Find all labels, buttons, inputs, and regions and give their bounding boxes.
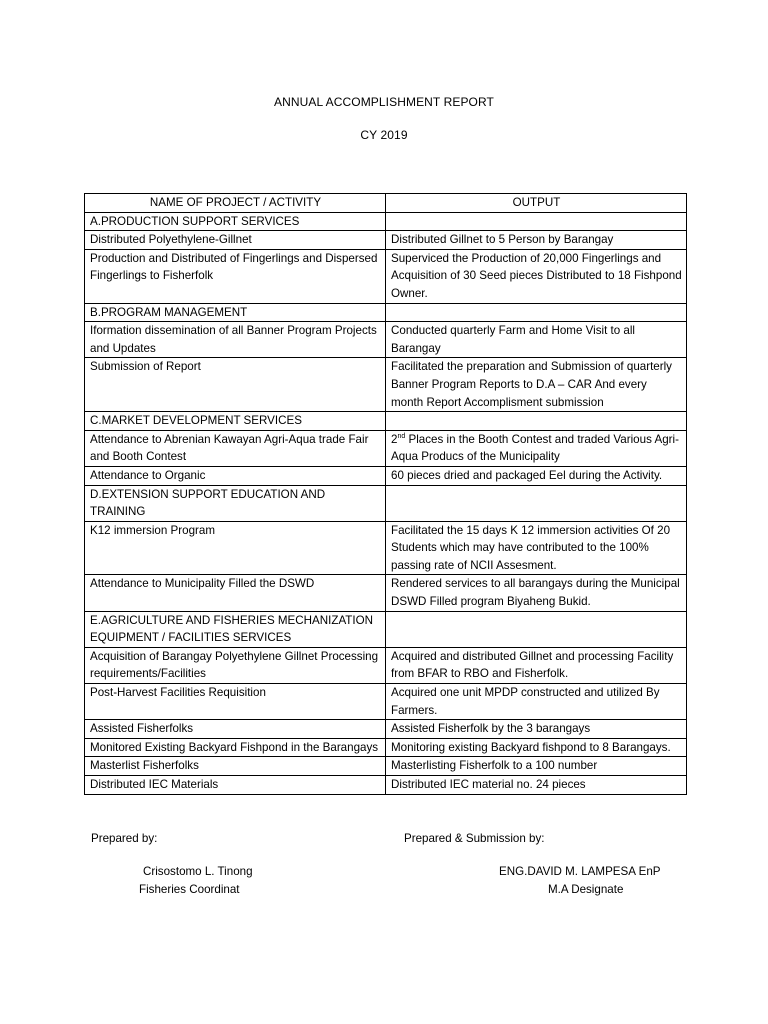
activity-cell: Submission of Report — [85, 358, 386, 412]
output-cell: Facilitated the 15 days K 12 immersion activities Of 20 Students which may have contributed to the 100% passing rate of NCII Assesment. — [386, 521, 687, 575]
table-row — [85, 575, 687, 611]
activity-cell: Masterlist Fisherfolks — [85, 757, 386, 776]
table-row — [85, 757, 687, 776]
output-cell: Distributed IEC material no. 24 pieces — [386, 776, 687, 795]
output-cell — [386, 212, 687, 231]
table-row — [85, 412, 687, 431]
table-row — [85, 647, 687, 683]
table-row — [85, 485, 687, 521]
table-row — [85, 249, 687, 303]
output-cell: Masterlisting Fisherfolk to a 100 number — [386, 757, 687, 776]
output-cell — [386, 303, 687, 322]
output-text: Places in the Booth Contest and traded Various Agri-Aqua Producs of the Municipality — [391, 432, 679, 464]
submission-by-label: Prepared & Submission by: — [404, 832, 545, 845]
output-cell: Acquired and distributed Gillnet and processing Facility from BFAR to RBO and Fisherfolk. — [386, 647, 687, 683]
table-row — [85, 738, 687, 757]
activity-cell: Distributed Polyethylene-Gillnet — [85, 231, 386, 250]
submitter-name: ENG.DAVID M. LAMPESA EnP — [499, 865, 661, 878]
header-output: OUTPUT — [386, 194, 687, 213]
header-activity: NAME OF PROJECT / ACTIVITY — [85, 194, 386, 213]
table-row — [85, 776, 687, 795]
report-year: CY 2019 — [360, 128, 408, 142]
table-row — [85, 212, 687, 231]
table-header-row — [85, 194, 687, 213]
preparer-name: Crisostomo L. Tinong — [143, 865, 253, 878]
output-cell: Conducted quarterly Farm and Home Visit to all Barangay — [386, 322, 687, 358]
activity-cell: E.AGRICULTURE AND FISHERIES MECHANIZATION EQUIPMENT / FACILITIES SERVICES — [85, 611, 386, 647]
output-cell — [386, 430, 687, 466]
output-ordinal: 2 — [391, 432, 398, 446]
activity-cell: Iformation dissemination of all Banner Program Projects and Updates — [85, 322, 386, 358]
activity-cell: Production and Distributed of Fingerlings and Dispersed Fingerlings to Fisherfolk — [85, 249, 386, 303]
table-row — [85, 303, 687, 322]
table-row — [85, 611, 687, 647]
output-ordinal-suffix: nd — [397, 432, 406, 440]
output-cell: Superviced the Production of 20,000 Fingerlings and Acquisition of 30 Seed pieces Distributed to 18 Fishpond Owner. — [386, 249, 687, 303]
activity-cell: Assisted Fisherfolks — [85, 720, 386, 739]
table-row — [85, 231, 687, 250]
prepared-by-label: Prepared by: — [91, 832, 158, 845]
activity-cell: B.PROGRAM MANAGEMENT — [85, 303, 386, 322]
activity-cell: C.MARKET DEVELOPMENT SERVICES — [85, 412, 386, 431]
activity-cell: D.EXTENSION SUPPORT EDUCATION AND TRAINING — [85, 485, 386, 521]
activity-cell: Attendance to Abrenian Kawayan Agri-Aqua trade Fair and Booth Contest — [85, 430, 386, 466]
table-row — [85, 720, 687, 739]
output-cell: Distributed Gillnet to 5 Person by Barangay — [386, 231, 687, 250]
activity-cell: K12 immersion Program — [85, 521, 386, 575]
activity-cell: Acquisition of Barangay Polyethylene Gillnet Processing requirements/Facilities — [85, 647, 386, 683]
table-row — [85, 684, 687, 720]
activity-cell: A.PRODUCTION SUPPORT SERVICES — [85, 212, 386, 231]
activity-cell: Attendance to Organic — [85, 466, 386, 485]
output-cell: 60 pieces dried and packaged Eel during the Activity. — [386, 466, 687, 485]
table-row — [85, 521, 687, 575]
output-cell: Assisted Fisherfolk by the 3 barangays — [386, 720, 687, 739]
output-cell — [386, 611, 687, 647]
activity-cell: Monitored Existing Backyard Fishpond in the Barangays — [85, 738, 386, 757]
report-title: ANNUAL ACCOMPLISHMENT REPORT — [274, 95, 494, 109]
submitter-position: M.A Designate — [548, 883, 624, 896]
output-cell: Monitoring existing Backyard fishpond to 8 Barangays. — [386, 738, 687, 757]
accomplishment-table — [84, 193, 687, 795]
table-row — [85, 322, 687, 358]
preparer-position: Fisheries Coordinat — [139, 883, 240, 896]
output-cell: Rendered services to all barangays during the Municipal DSWD Filled program Biyaheng Bukid. — [386, 575, 687, 611]
table-row — [85, 430, 687, 466]
activity-cell: Distributed IEC Materials — [85, 776, 386, 795]
activity-cell: Post-Harvest Facilities Requisition — [85, 684, 386, 720]
output-cell: Facilitated the preparation and Submission of quarterly Banner Program Reports to D.A – CAR And every month Report Accomplisment submission — [386, 358, 687, 412]
output-cell — [386, 485, 687, 521]
table-row — [85, 466, 687, 485]
activity-cell: Attendance to Municipality Filled the DSWD — [85, 575, 386, 611]
table-row — [85, 358, 687, 412]
output-cell — [386, 412, 687, 431]
output-cell: Acquired one unit MPDP constructed and utilized By Farmers. — [386, 684, 687, 720]
